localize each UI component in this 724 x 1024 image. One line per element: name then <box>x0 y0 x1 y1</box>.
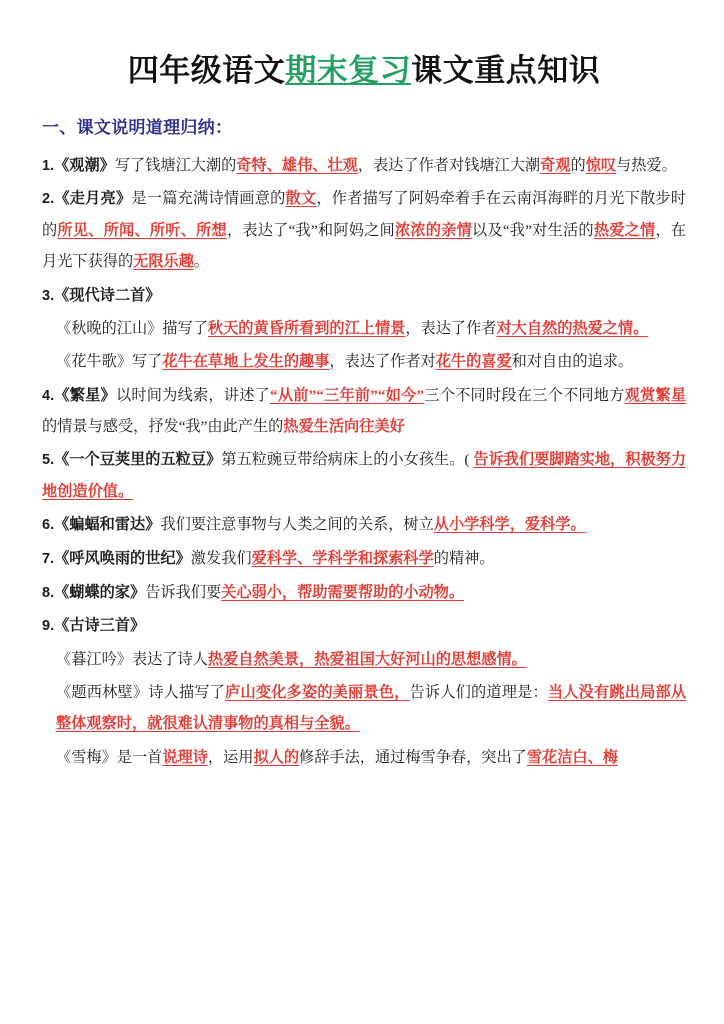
item-work-title: 《观潮》 <box>54 156 115 174</box>
page-title-part2: 课文重点知识 <box>411 53 601 88</box>
item-text: ，表达了作者对 <box>329 353 436 371</box>
item-text: ，作者描写了阿妈牵着手在云南洱海畔的月光下散步时的 <box>42 190 687 240</box>
item-text: 描写了 <box>162 320 208 338</box>
item-number: 7. <box>42 551 55 567</box>
item-text: ，运用 <box>207 748 254 766</box>
item-highlight: 对大自然的热爱之情。 <box>496 320 649 338</box>
item-highlight: 观赏繁星 <box>624 386 687 404</box>
item-highlight: 热爱生活向往美好 <box>283 418 405 436</box>
item-highlight: 当人没有跳出局部从整体观察时，就很难认清事物的真相与全貌。 <box>56 684 687 733</box>
item-number: 3. <box>42 287 55 304</box>
item-text: 以及“我”对生活的 <box>472 222 594 240</box>
list-item <box>42 742 686 773</box>
item-highlight: 花牛在草地上发生的趣事 <box>162 353 330 371</box>
item-work-title: 《秋晚的江山》 <box>56 320 163 338</box>
list-item <box>42 610 686 642</box>
item-text: ，表达了“我”和阿妈之间 <box>226 222 395 240</box>
item-text: 写了 <box>131 353 163 371</box>
item-highlight: 散文 <box>285 190 317 208</box>
item-number: 4. <box>42 387 55 404</box>
list-item <box>42 509 686 541</box>
item-highlight: 秋天的黄昏所看到的江上情景 <box>207 320 406 338</box>
list-item <box>42 543 686 575</box>
item-text: ，在月光下获得的 <box>42 222 687 271</box>
page-title-highlight: 期末复习 <box>285 53 412 88</box>
item-work-title: 《题西林壁》 <box>56 684 149 702</box>
item-text: 是一首 <box>116 748 163 766</box>
item-highlight: 惊叹 <box>585 156 617 174</box>
item-text: 表达了诗人 <box>131 651 208 669</box>
item-text: 告诉我们要 <box>145 583 222 601</box>
item-highlight: 关心弱小，帮助需要帮助的小动物。 <box>221 583 465 601</box>
item-text: 以时间为线索，讲述了 <box>115 386 271 404</box>
item-highlight: 说理诗 <box>162 748 208 766</box>
item-text: 的精神。 <box>433 550 495 567</box>
item-work-title: 《雪梅》 <box>56 748 117 766</box>
item-text: 修辞手法，通过梅雪争春，突出了 <box>299 748 527 766</box>
item-text: ，表达了作者对钱塘江大潮 <box>357 156 541 174</box>
item-number: 1. <box>42 157 55 174</box>
item-number: 5. <box>42 452 55 469</box>
item-text: 是一篇充满诗情画意的 <box>131 190 286 208</box>
item-highlight: 庐山变化多姿的美丽景色， <box>225 684 410 702</box>
item-highlight: 雪花洁白、梅 <box>526 748 618 766</box>
list-item <box>42 183 686 277</box>
item-highlight: 所见、所闻、所听、所想 <box>57 222 227 240</box>
item-work-title: 《走月亮》 <box>54 190 132 208</box>
item-highlight: 拟人的 <box>253 748 299 766</box>
list-item <box>42 380 686 443</box>
item-work-title: 《古诗三首》 <box>54 617 146 635</box>
item-text: 第五粒豌豆带给病床上的小女孩生。( <box>221 451 470 469</box>
page-title-part1: 四年级语文 <box>127 53 286 88</box>
item-work-title: 《蝙蝠和雷达》 <box>54 516 161 534</box>
item-number: 6. <box>42 517 55 534</box>
item-text: 的 <box>570 156 586 174</box>
item-text: 的情景与感受，抒发“我”由此产生的 <box>42 418 284 436</box>
list-item <box>42 313 686 344</box>
list-item <box>42 444 686 507</box>
item-text: 与热爱。 <box>616 156 677 174</box>
item-work-title: 《现代诗二首》 <box>54 286 161 304</box>
item-highlight: 爱科学、学科学和探索科学 <box>251 550 434 567</box>
list-item <box>42 644 686 675</box>
item-work-title: 《繁星》 <box>54 386 116 404</box>
item-highlight: 热爱之情 <box>593 222 656 240</box>
page-title <box>42 52 686 91</box>
item-text: 和对自由的追求。 <box>511 353 634 371</box>
item-highlight: 奇观 <box>540 156 571 174</box>
list-item <box>42 280 686 312</box>
list-item <box>42 150 686 182</box>
item-highlight: 花牛的喜爱 <box>435 353 512 371</box>
item-text: 。 <box>193 253 210 271</box>
item-highlight: 无限乐趣 <box>133 253 194 271</box>
item-highlight: 热爱自然美景，热爱祖国大好河山的思想感情。 <box>207 651 527 669</box>
item-text: 告诉人们的道理是： <box>409 684 548 702</box>
item-work-title: 《花牛歌》 <box>56 353 132 371</box>
item-work-title: 《蝴蝶的家》 <box>54 583 146 601</box>
item-number: 8. <box>42 584 55 601</box>
item-highlight: 奇特、雄伟、壮观 <box>236 156 358 174</box>
item-number: 2. <box>42 191 55 208</box>
item-highlight: 从小学科学，爱科学。 <box>433 516 586 534</box>
list-item <box>42 677 686 739</box>
item-highlight: 浓浓的亲情 <box>394 222 473 240</box>
list-item <box>42 577 686 609</box>
item-highlight: “从前”“三年前”“如今” <box>270 386 425 404</box>
item-text: 写了钱塘江大潮的 <box>114 156 237 174</box>
item-work-title: 《暮江吟》 <box>56 651 132 669</box>
item-text: 我们要注意事物与人类之间的关系，树立 <box>160 516 434 534</box>
item-work-title: 《呼风唤雨的世纪》 <box>54 550 191 567</box>
item-highlight: 告诉我们要脚踏实地，积极努力地创造价值。 <box>42 451 687 501</box>
section-heading: 一、课文说明道理归纳： <box>42 117 233 137</box>
item-number: 9. <box>42 618 55 635</box>
item-work-title: 《一个豆荚里的五粒豆》 <box>54 451 222 469</box>
item-text: 诗人描写了 <box>148 684 226 702</box>
item-text: 三个不同时段在三个不同地方 <box>424 386 625 404</box>
list-item <box>42 346 686 377</box>
item-text: 激发我们 <box>190 550 252 567</box>
item-text: ，表达了作者 <box>405 320 497 338</box>
